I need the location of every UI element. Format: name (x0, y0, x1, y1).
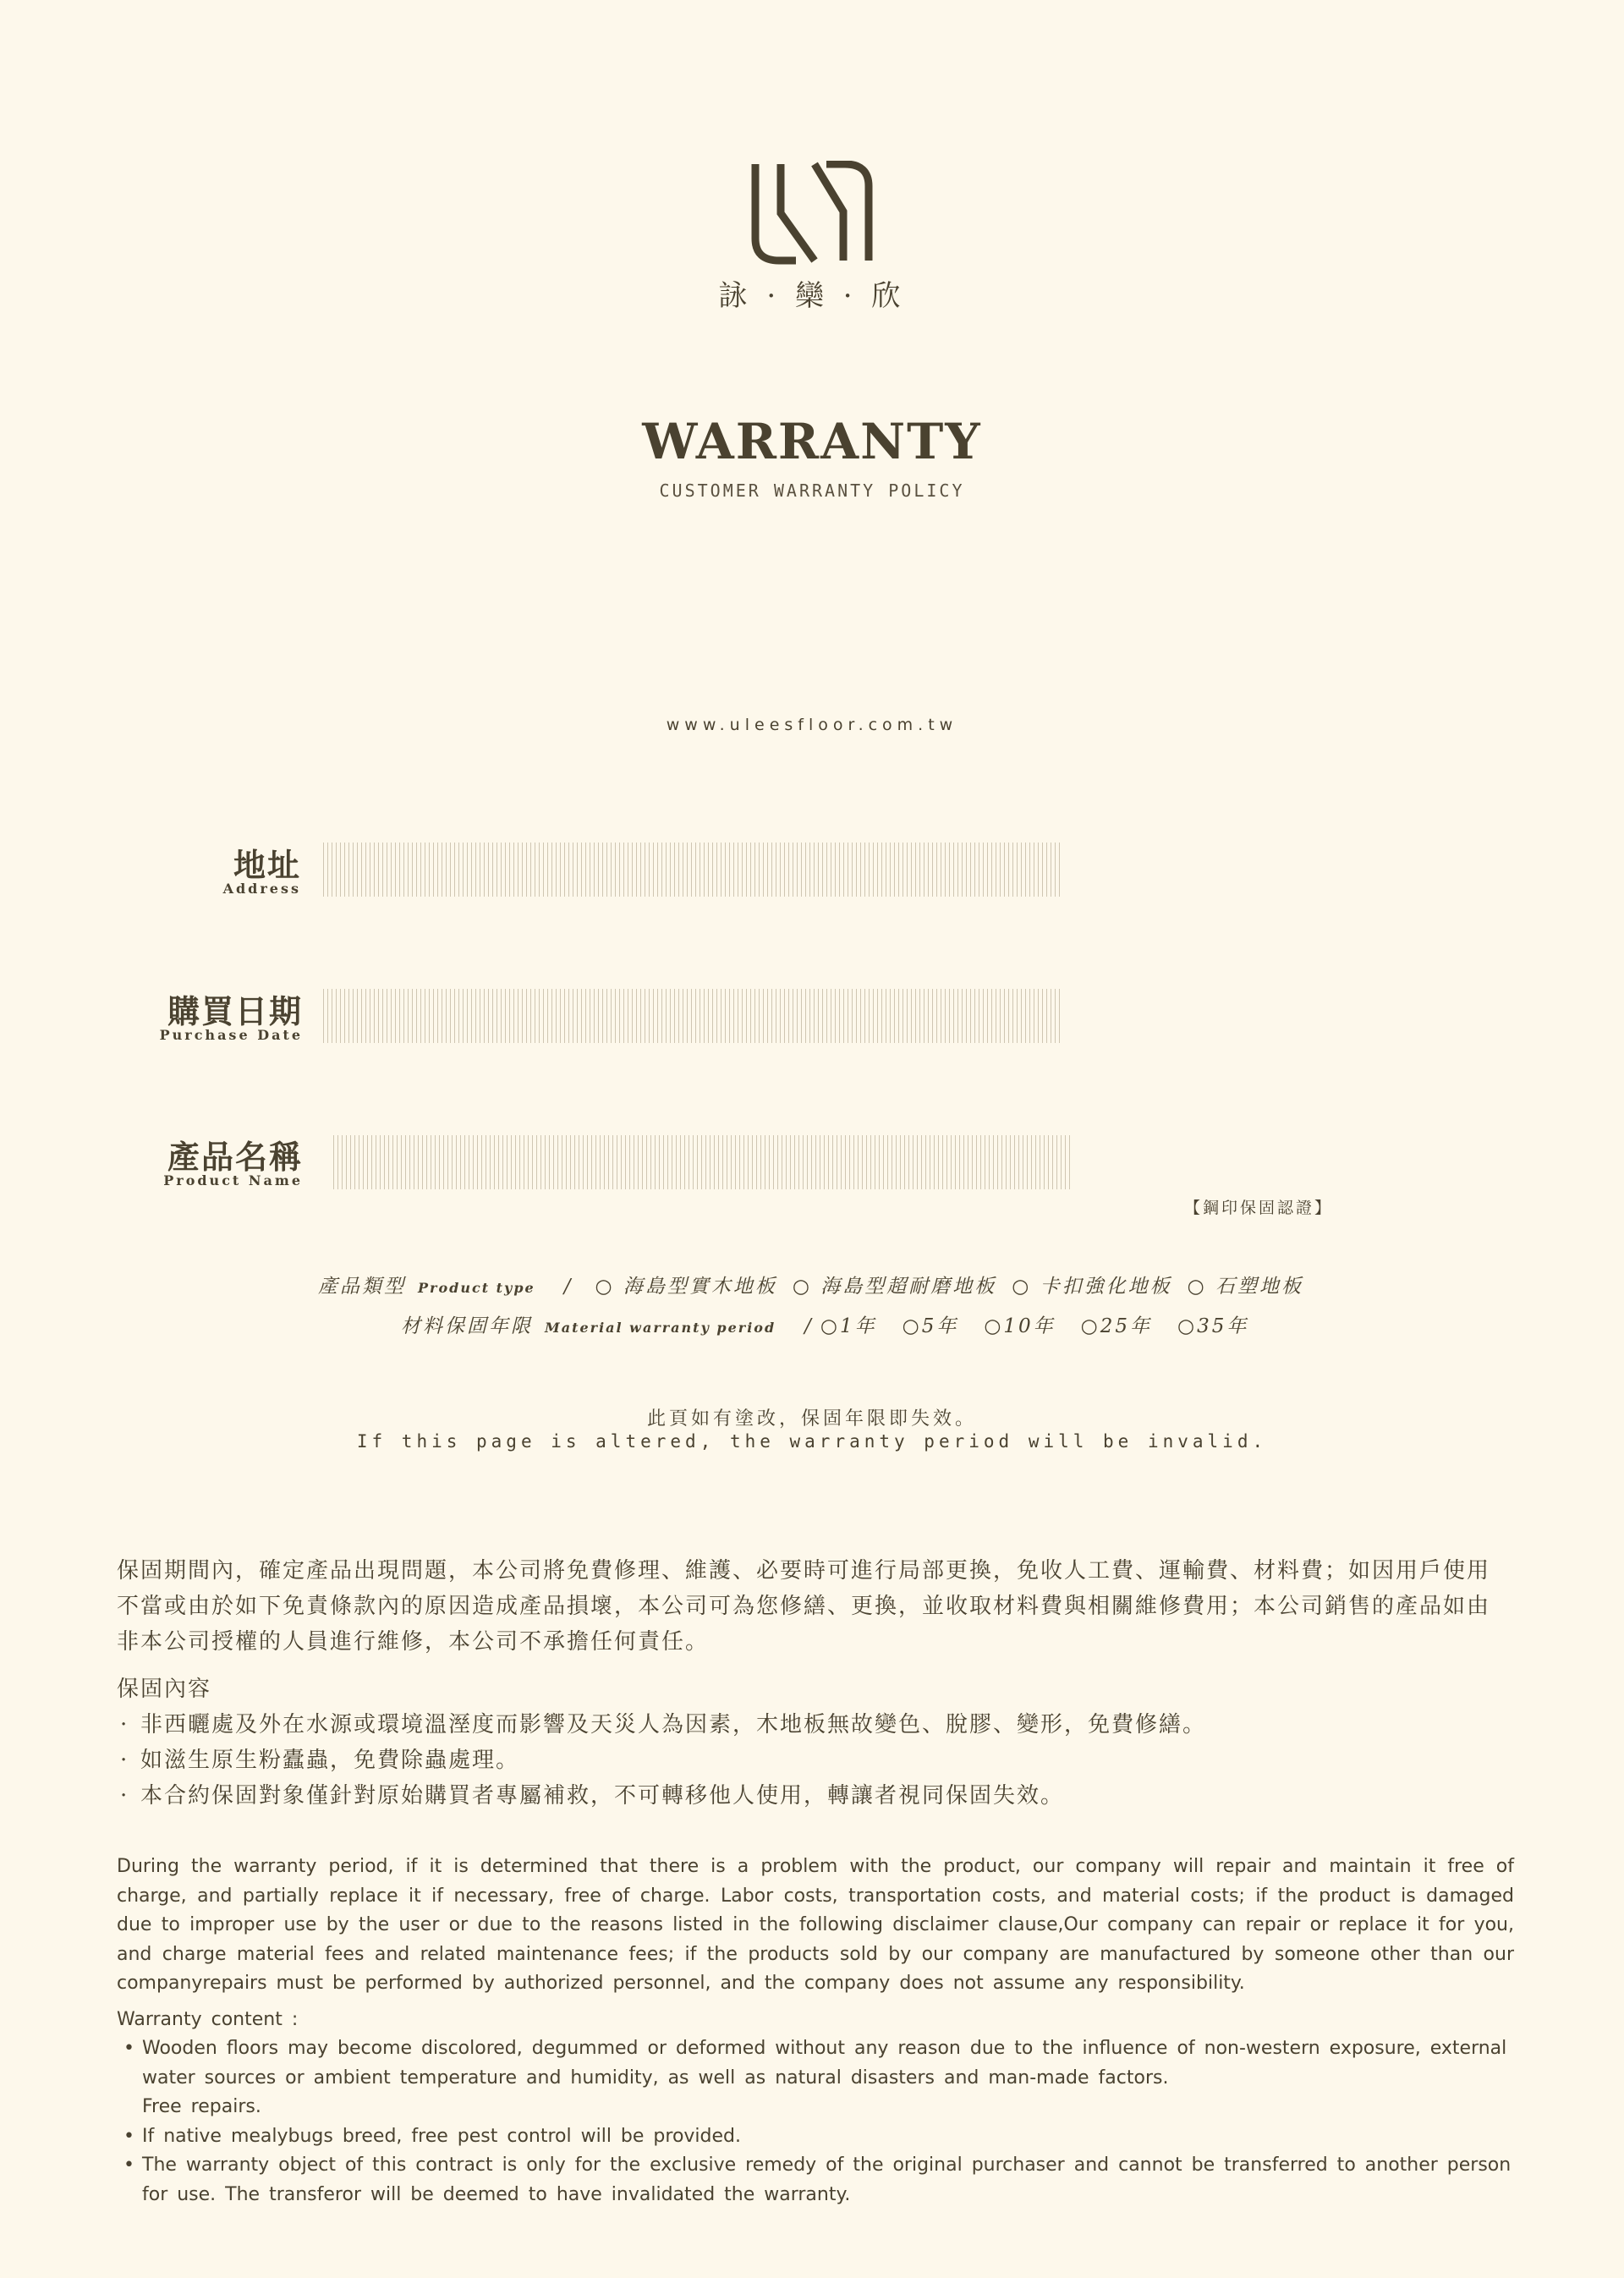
address-field[interactable] (323, 843, 1061, 897)
bullet-icon: • (123, 2125, 134, 2147)
product-type-option[interactable]: ○ 海島型超耐磨地板 (792, 1276, 997, 1298)
product-type-option[interactable]: ○ 石塑地板 (1187, 1276, 1304, 1298)
warranty-period-row (401, 1310, 1248, 1338)
warranty-period-option[interactable]: ○5年 (902, 1315, 959, 1337)
brand-logo-icon (749, 161, 875, 266)
warranty-period-separator: / (804, 1315, 814, 1337)
bullet-icon: · (120, 1748, 129, 1773)
bullet-icon: • (123, 2154, 134, 2176)
list-item (117, 1778, 1504, 1814)
product-name-label-en: Product Name (163, 1172, 303, 1188)
address-label-en: Address (222, 881, 301, 897)
product-name-label: 產品名稱 (167, 1138, 303, 1176)
terms-en-item: Wooden floors may become discolored, degummed or deformed without any reason due to the influence of non-western exposure, external water sources or ambient temperature and humidity, as well as natural disasters and man-made factors. (142, 2038, 1507, 2089)
warranty-period-option[interactable]: ○1年 (820, 1315, 877, 1337)
warranty-period-option[interactable]: ○35年 (1177, 1315, 1249, 1337)
alteration-notice-en: If this page is altered, the warranty period will be invalid. (356, 1431, 1268, 1452)
bullet-icon: • (123, 2038, 134, 2059)
purchase-date-label-en: Purchase Date (159, 1027, 303, 1043)
warranty-period-option[interactable]: ○10年 (984, 1315, 1056, 1337)
warranty-period-label-en: Material warranty period (545, 1320, 776, 1336)
terms-zh-item: 如滋生原生粉蠹蟲，免費除蟲處理。 (140, 1748, 520, 1773)
terms-en-item-extra: Free repairs. (142, 2096, 261, 2117)
terms-zh-item: 本合約保固對象僅針對原始購買者專屬補救，不可轉移他人使用，轉讓者視同保固失效。 (140, 1783, 1065, 1809)
bullet-icon: · (120, 1783, 129, 1809)
alteration-notice-zh: 此頁如有塗改，保固年限即失效。 (646, 1408, 977, 1430)
terms-zh-intro: 保固期間內，確定產品出現問題，本公司將免費修理、維護、必要時可進行局部更換，免收人工費、運輸費、材料費；如因用戶使用不當或由於如下免責條款內的原因造成產品損壞，本公司可為您修繕、更換，並收取材料費與相關維修費用；本公司銷售的產品如由非本公司授權的人員進行維修，本公司不承擔任何責任。 (117, 1558, 1491, 1655)
terms-en-item: The warranty object of this contract is only for the exclusive remedy of the original purchaser and cannot be transferred to another person for use. The transferor will be deemed to have invalidated the warranty. (142, 2154, 1512, 2205)
list-item (117, 1743, 1504, 1778)
purchase-date-field[interactable] (323, 989, 1061, 1043)
page-subtitle: CUSTOMER WARRANTY POLICY (659, 480, 965, 501)
product-type-label: 產品類型 (318, 1276, 406, 1298)
product-type-row (318, 1271, 1303, 1298)
list-item (117, 2034, 1514, 2122)
product-type-separator: / (563, 1276, 573, 1298)
terms-en-list (117, 2034, 1514, 2209)
product-type-option[interactable]: ○ 卡扣強化地板 (1012, 1276, 1172, 1298)
list-item (117, 1707, 1504, 1743)
terms-zh-item: 非西曬處及外在水源或環境溫溼度而影響及天災人為因素，木地板無故變色、脫膠、變形，免費修繕。 (140, 1712, 1207, 1737)
terms-zh-list (117, 1707, 1504, 1814)
product-type-label-en: Product type (418, 1280, 535, 1296)
terms-zh-content-title: 保固內容 (117, 1677, 212, 1702)
terms-en-intro: During the warranty period, if it is determined that there is a problem with the product, our company will repair and maintain it free of charge, and partially replace it if necessary, free of charge. Labor costs, transportation costs, and material costs; if the product is damaged due to improper use by the user or due to the reasons listed in the following disclaimer clause,Our company can repair or replace it for you, and charge material fees and related maintenance fees; if the products sold by our company are manufactured by someone other than our companyrepairs must be performed by authorized personnel, and the company does not assume any responsibility. (117, 1856, 1514, 1994)
warranty-period-option[interactable]: ○25年 (1080, 1315, 1153, 1337)
list-item (117, 2122, 1514, 2152)
terms-en-item: If native mealybugs breed, free pest control will be provided. (142, 2125, 741, 2147)
bullet-icon: · (120, 1712, 129, 1737)
website-link[interactable]: www.uleesfloor.com.tw (666, 716, 958, 734)
terms-en-content-title: Warranty content : (117, 2009, 299, 2030)
purchase-date-label: 購買日期 (167, 992, 303, 1030)
product-name-field[interactable] (333, 1135, 1071, 1189)
warranty-period-label: 材料保固年限 (401, 1315, 533, 1337)
brand-name: 詠 · 欒 · 欣 (718, 279, 906, 313)
page-title: WARRANTY (642, 413, 982, 470)
list-item (117, 2151, 1514, 2209)
address-label: 地址 (233, 846, 301, 884)
product-type-option[interactable]: ○ 海島型實木地板 (595, 1276, 777, 1298)
stamp-note: 【鋼印保固認證】 (1184, 1199, 1334, 1217)
